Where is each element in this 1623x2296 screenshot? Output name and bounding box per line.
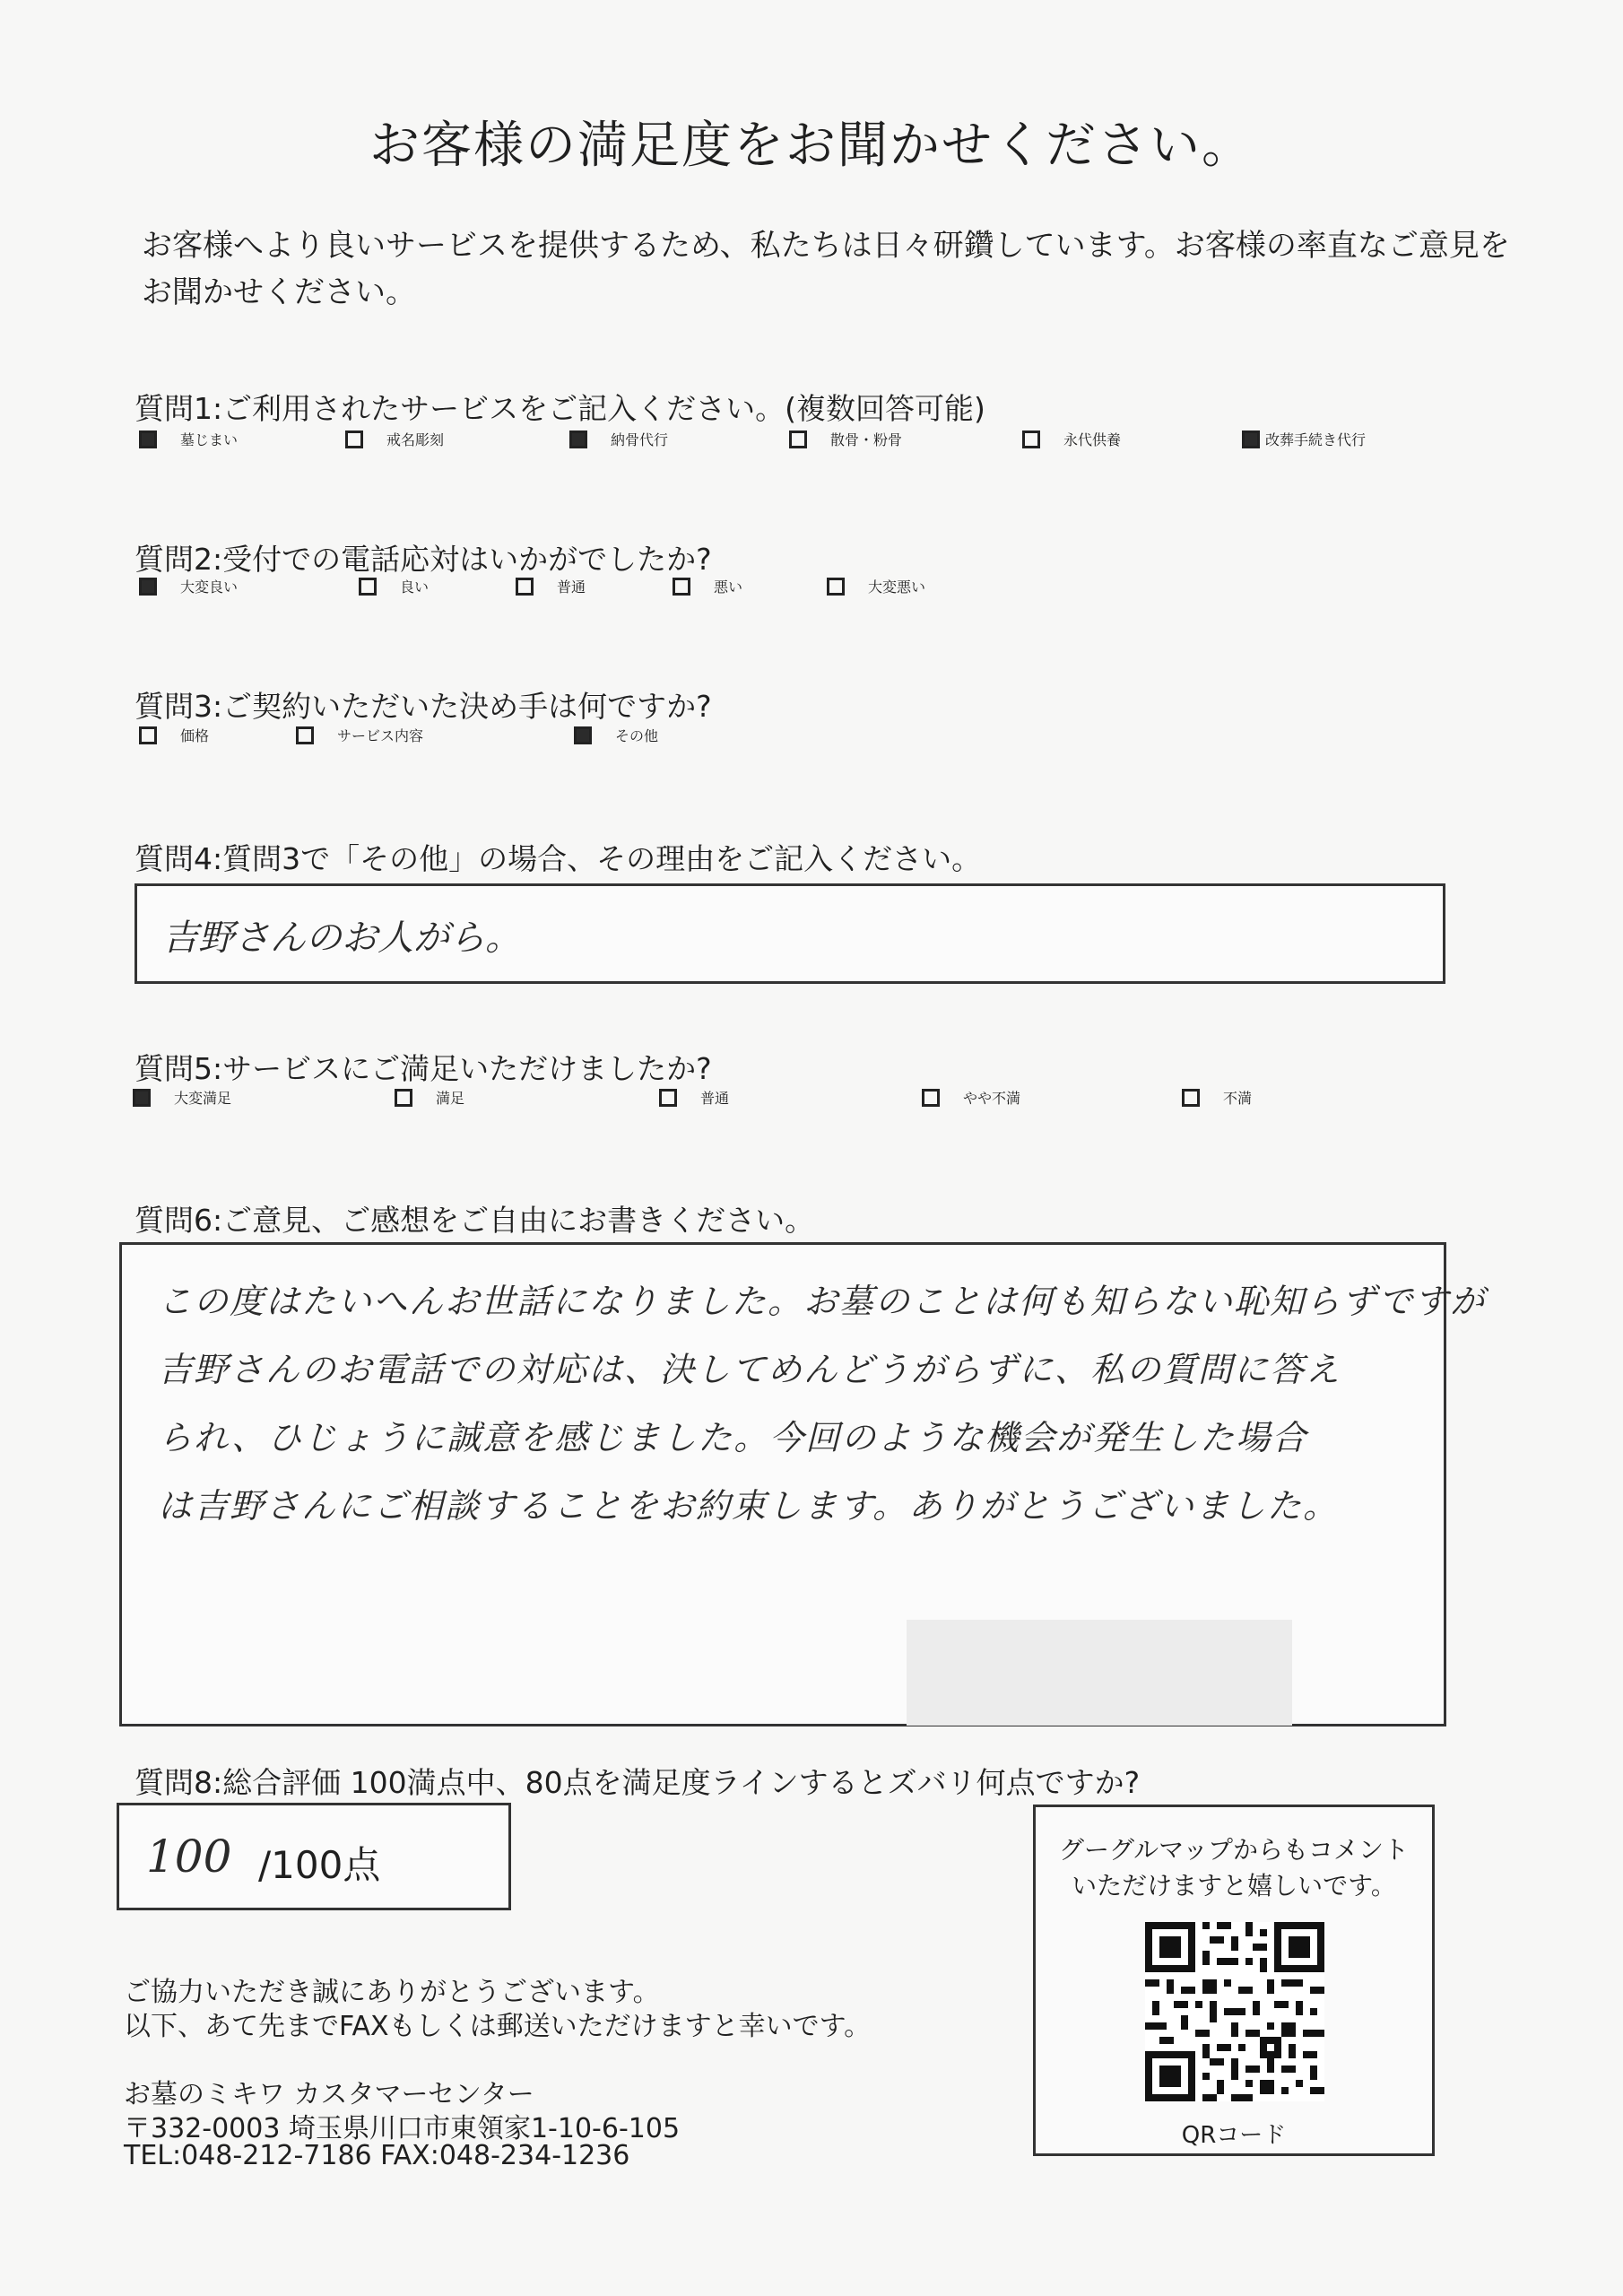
q2-option[interactable] [516, 576, 586, 596]
footer-thanks-1: ご協力いただき誠にありがとうございます。 [124, 1977, 660, 2008]
option-label: 大変満足 [174, 1090, 232, 1107]
google-text-1: グーグルマップからもコメント [1058, 1835, 1410, 1865]
q5-option[interactable] [659, 1087, 729, 1108]
q6-answer-box[interactable] [119, 1242, 1487, 1726]
q8-score-value: 100 [146, 1831, 232, 1883]
question-1-label: 質問1:ご利用されたサービスをご記入ください。(複数回答可能) [135, 391, 985, 426]
q2-option[interactable] [359, 576, 429, 596]
option-label: やや不満 [963, 1090, 1021, 1107]
option-label: 良い [400, 578, 430, 596]
option-label: 不満 [1223, 1090, 1253, 1107]
qr-code-label: QRコード [1181, 2122, 1287, 2149]
question-2-label: 質問2:受付での電話応対はいかがでしたか? [135, 542, 712, 577]
qr-code-icon[interactable] [1145, 1922, 1324, 2101]
checkbox[interactable] [133, 1089, 151, 1107]
checkbox[interactable] [516, 578, 534, 596]
option-label: 普通 [557, 578, 586, 596]
checkbox[interactable] [569, 430, 587, 448]
checkbox[interactable] [296, 726, 314, 744]
option-label: 満足 [436, 1090, 465, 1107]
q5-option[interactable] [133, 1087, 231, 1108]
question-6-label: 質問6:ご意見、ご感想をご自由にお書きください。 [135, 1203, 815, 1238]
footer-company: お墓のミキワ カスタマーセンター [124, 2079, 534, 2110]
q6-answer-line: は吉野さんにご相談することをお約束します。ありがとうございました。 [158, 1486, 1339, 1526]
page-title: お客様の満足度をお聞かせください。 [369, 117, 1254, 175]
q2-option[interactable] [827, 576, 925, 596]
q6-answer-line: られ、ひじょうに誠意を感じました。今回のような機会が発生した場合 [158, 1418, 1308, 1457]
option-label: サービス内容 [337, 727, 424, 744]
q2-option[interactable] [139, 576, 238, 596]
option-label: 悪い [714, 578, 743, 596]
option-label: 戒名彫刻 [386, 431, 445, 448]
footer-contact: TEL:048-212-7186 FAX:048-234-1236 [124, 2140, 630, 2171]
q2-option[interactable] [673, 576, 742, 596]
option-label: 改葬手続き代行 [1265, 431, 1367, 448]
question-5-label: 質問5:サービスにご満足いただけましたか? [135, 1051, 712, 1086]
q1-option[interactable] [569, 429, 668, 449]
q3-option[interactable] [574, 725, 658, 745]
redacted-area [907, 1620, 1292, 1726]
q3-option[interactable] [296, 725, 423, 745]
option-label: 永代供養 [1063, 431, 1122, 448]
q1-option[interactable] [139, 429, 238, 449]
option-label: 散骨・粉骨 [830, 431, 903, 448]
q4-answer-text: 吉野さんのお人がら。 [162, 918, 521, 959]
question-2-options [0, 576, 1623, 621]
checkbox[interactable] [922, 1089, 940, 1107]
q8-score-box[interactable] [117, 1803, 511, 1910]
google-text-2: いただけますと嬉しいです。 [1072, 1871, 1396, 1900]
footer-thanks-2: 以下、あて先までFAXもしくは郵送いただけますと幸いです。 [124, 2011, 872, 2042]
q5-option[interactable] [922, 1087, 1020, 1108]
option-label: その他 [615, 727, 659, 744]
checkbox[interactable] [659, 1089, 677, 1107]
question-4-label: 質問4:質問3で「その他」の場合、その理由をご記入ください。 [135, 841, 982, 876]
checkbox[interactable] [1022, 430, 1040, 448]
checkbox[interactable] [827, 578, 845, 596]
option-label: 納骨代行 [611, 431, 669, 448]
option-label: 大変悪い [868, 578, 926, 596]
q5-option[interactable] [395, 1087, 464, 1108]
q3-option[interactable] [139, 725, 209, 745]
question-3-label: 質問3:ご契約いただいた決め手は何ですか? [135, 689, 712, 724]
question-5-options [0, 1087, 1623, 1132]
checkbox[interactable] [574, 726, 592, 744]
google-map-box [1033, 1805, 1435, 2156]
checkbox[interactable] [139, 726, 157, 744]
footer-address: 〒332-0003 埼玉県川口市東領家1-10-6-105 [124, 2113, 681, 2144]
question-1-options [0, 429, 1623, 474]
q6-answer-line: 吉野さんのお電話での対応は、決してめんどうがらずに、私の質問に答え [158, 1350, 1342, 1389]
option-label: 普通 [700, 1090, 730, 1107]
option-label: 墓じまい [180, 431, 239, 448]
checkbox[interactable] [395, 1089, 412, 1107]
question-3-options [0, 725, 1623, 770]
intro-text: お客様へより良いサービスを提供するため、私たちは日々研鑽しています。お客様の率直なご意見をお聞かせください。 [142, 228, 1510, 310]
option-label: 価格 [180, 727, 210, 744]
checkbox[interactable] [789, 430, 807, 448]
q1-option[interactable] [1242, 429, 1366, 449]
checkbox[interactable] [1182, 1089, 1200, 1107]
checkbox[interactable] [673, 578, 690, 596]
option-label: 大変良い [180, 578, 239, 596]
q4-answer-box[interactable] [135, 883, 1445, 984]
checkbox[interactable] [359, 578, 377, 596]
question-8-label: 質問8:総合評価 100満点中、80点を満足度ラインするとズバリ何点ですか? [135, 1765, 1141, 1800]
q6-answer-line: この度はたいへんお世話になりました。お墓のことは何も知らない恥知らずですが [158, 1282, 1487, 1321]
q1-option[interactable] [345, 429, 444, 449]
q1-option[interactable] [1022, 429, 1121, 449]
q5-option[interactable] [1182, 1087, 1252, 1108]
checkbox[interactable] [139, 430, 157, 448]
checkbox[interactable] [1242, 430, 1260, 448]
q1-option[interactable] [789, 429, 902, 449]
checkbox[interactable] [345, 430, 363, 448]
q8-score-suffix: /100点 [258, 1843, 381, 1887]
checkbox[interactable] [139, 578, 157, 596]
